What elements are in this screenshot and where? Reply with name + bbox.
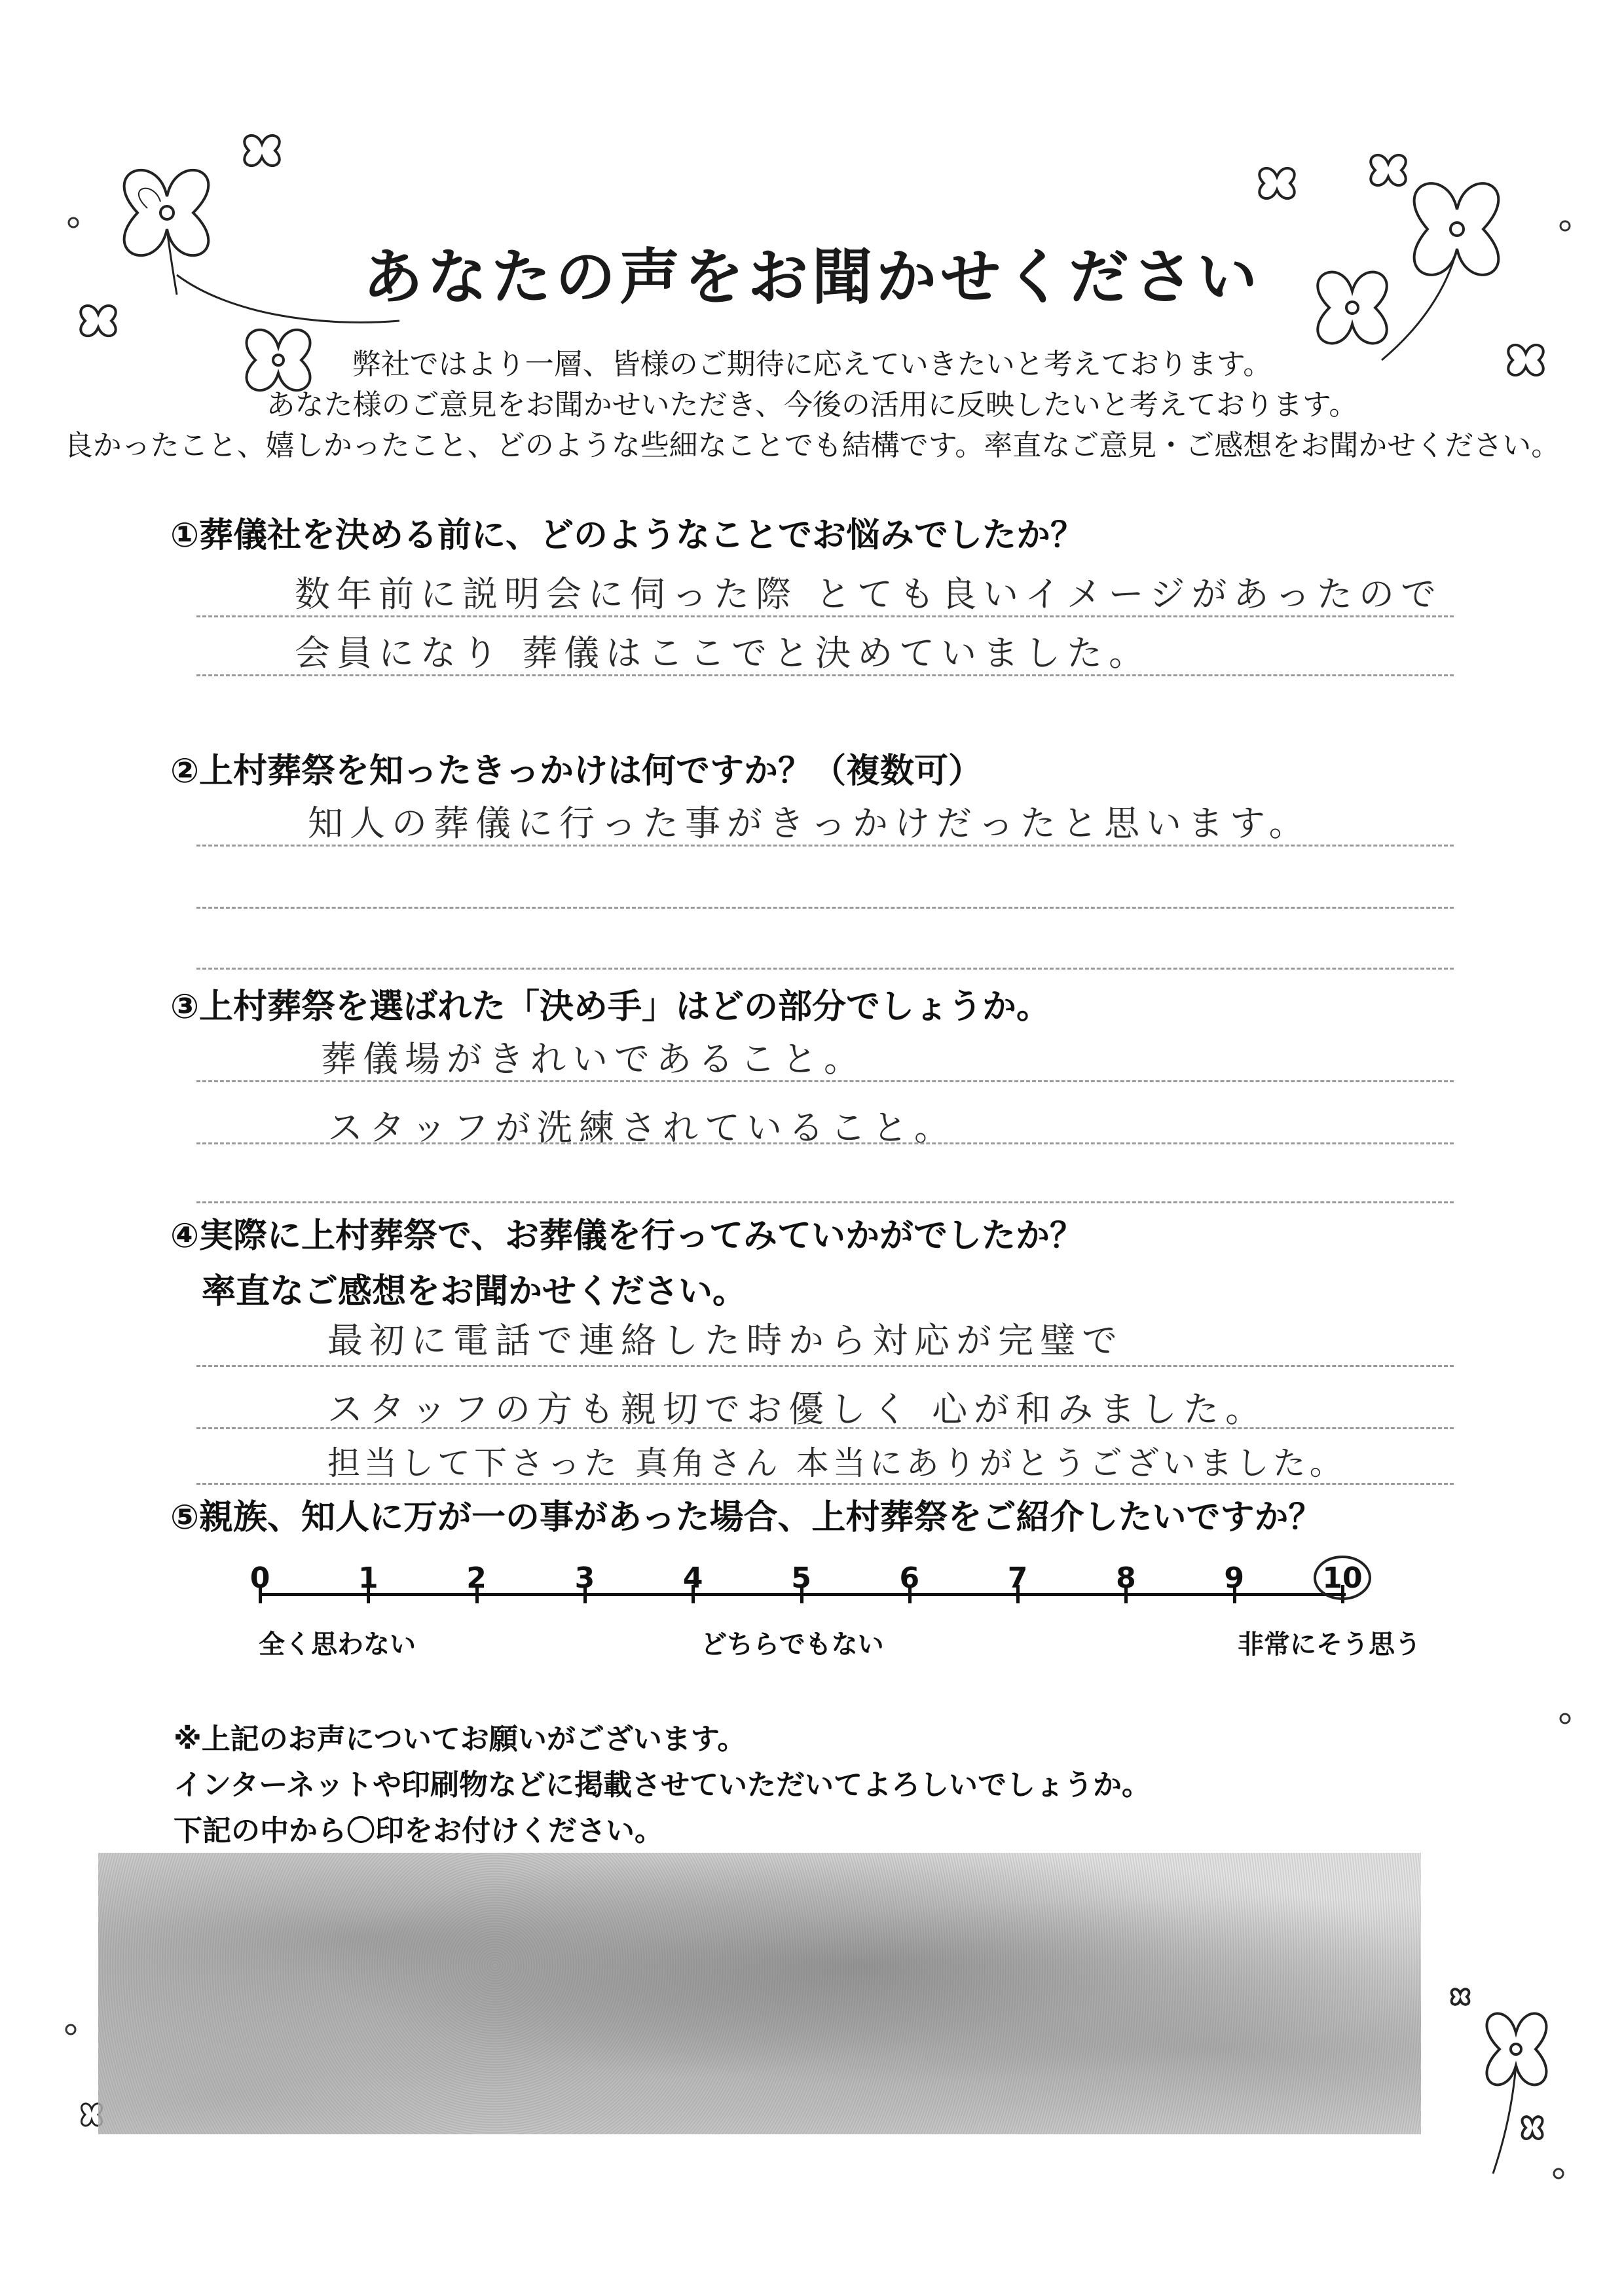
question-3-answer-line-1: 葬儀場がきれいであること。 xyxy=(321,1038,866,1080)
scale-caption-left: 全く思わない xyxy=(259,1630,416,1660)
scale-number: 10 xyxy=(1322,1561,1363,1595)
scale-number: 8 xyxy=(1116,1561,1136,1595)
clover-decoration-bottom-right-icon xyxy=(1428,1977,1585,2187)
question-2-label: ②上村葬祭を知ったきっかけは何ですか？（複数可） xyxy=(170,752,983,791)
answer-rule xyxy=(196,1142,1454,1144)
scale-number: 4 xyxy=(682,1561,703,1595)
scale-number: 3 xyxy=(574,1561,595,1595)
intro-line-3: 良かったこと、嬉しかったこと、どのような些細なことでも結構です。率直なご意見・ご感想をお聞かせください。 xyxy=(64,429,1560,462)
scale-number: 2 xyxy=(466,1561,487,1595)
note-line-3: 下記の中から〇印をお付けください。 xyxy=(174,1814,663,1848)
answer-rule xyxy=(196,968,1454,970)
scale-number: 0 xyxy=(249,1561,270,1595)
question-5-label: ⑤親族、知人に万が一の事があった場合、上村葬祭をご紹介したいですか？ xyxy=(170,1498,1323,1537)
answer-rule xyxy=(196,1427,1454,1429)
scale-number: 7 xyxy=(1007,1561,1028,1595)
scale-caption-middle: どちらでもない xyxy=(701,1630,884,1660)
note-line-1: ※上記のお声についてお願いがございます。 xyxy=(174,1722,747,1756)
scale-caption-right: 非常にそう思う xyxy=(1238,1630,1421,1660)
scale-number: 9 xyxy=(1224,1561,1244,1595)
question-4-label-line-2: 率直なご感想をお聞かせください。 xyxy=(202,1272,747,1311)
question-1-answer-line-2: 会員になり 葬儀はここでと決めていました。 xyxy=(295,632,1151,674)
question-4-answer-line-2: スタッフの方も親切でお優しく 心が和みました。 xyxy=(327,1389,1268,1430)
answer-rule xyxy=(196,845,1454,847)
answer-rule xyxy=(196,615,1454,617)
scale-number: 6 xyxy=(899,1561,920,1595)
answer-rule xyxy=(196,907,1454,909)
scale-number: 5 xyxy=(791,1561,811,1595)
answer-rule xyxy=(196,1365,1454,1367)
redacted-area xyxy=(98,1853,1421,2134)
answer-rule xyxy=(196,1483,1454,1485)
question-3-answer-line-2: スタッフが洗練されていること。 xyxy=(327,1107,956,1148)
question-2-answer-line-1: 知人の葬儀に行った事がきっかけだったと思います。 xyxy=(308,803,1311,844)
intro-line-2: あなた様のご意見をお聞かせいただき、今後の活用に反映したいと考えております。 xyxy=(266,388,1358,422)
answer-rule xyxy=(196,674,1454,676)
question-4-answer-line-3: 担当して下さった 真角さん 本当にありがとうございました。 xyxy=(327,1444,1346,1482)
answer-rule xyxy=(196,1201,1454,1203)
page-title: あなたの声をお聞かせください xyxy=(362,242,1261,312)
question-4-answer-line-1: 最初に電話で連絡した時から対応が完璧で xyxy=(327,1320,1124,1361)
small-circle-icon xyxy=(1555,1709,1575,1728)
intro-line-1: 弊社ではより一層、皆様のご期待に応えていきたいと考えております。 xyxy=(352,348,1272,381)
question-4-label: ④実際に上村葬祭で、お葬儀を行ってみていかがでしたか？ xyxy=(170,1216,1084,1256)
question-3-label: ③上村葬祭を選ばれた「決め手」はどの部分でしょうか。 xyxy=(170,987,1051,1027)
scale-number: 1 xyxy=(358,1561,378,1595)
note-line-2: インターネットや印刷物などに掲載させていただいてよろしいでしょうか。 xyxy=(174,1768,1151,1802)
question-1-answer-line-1: 数年前に説明会に伺った際 とても良いイメージがあったので xyxy=(295,574,1443,615)
answer-rule xyxy=(196,1080,1454,1082)
selected-rating-circle-icon xyxy=(1310,1552,1375,1604)
question-1-label: ①葬儀社を決める前に、どのようなことでお悩みでしたか？ xyxy=(170,516,1085,555)
